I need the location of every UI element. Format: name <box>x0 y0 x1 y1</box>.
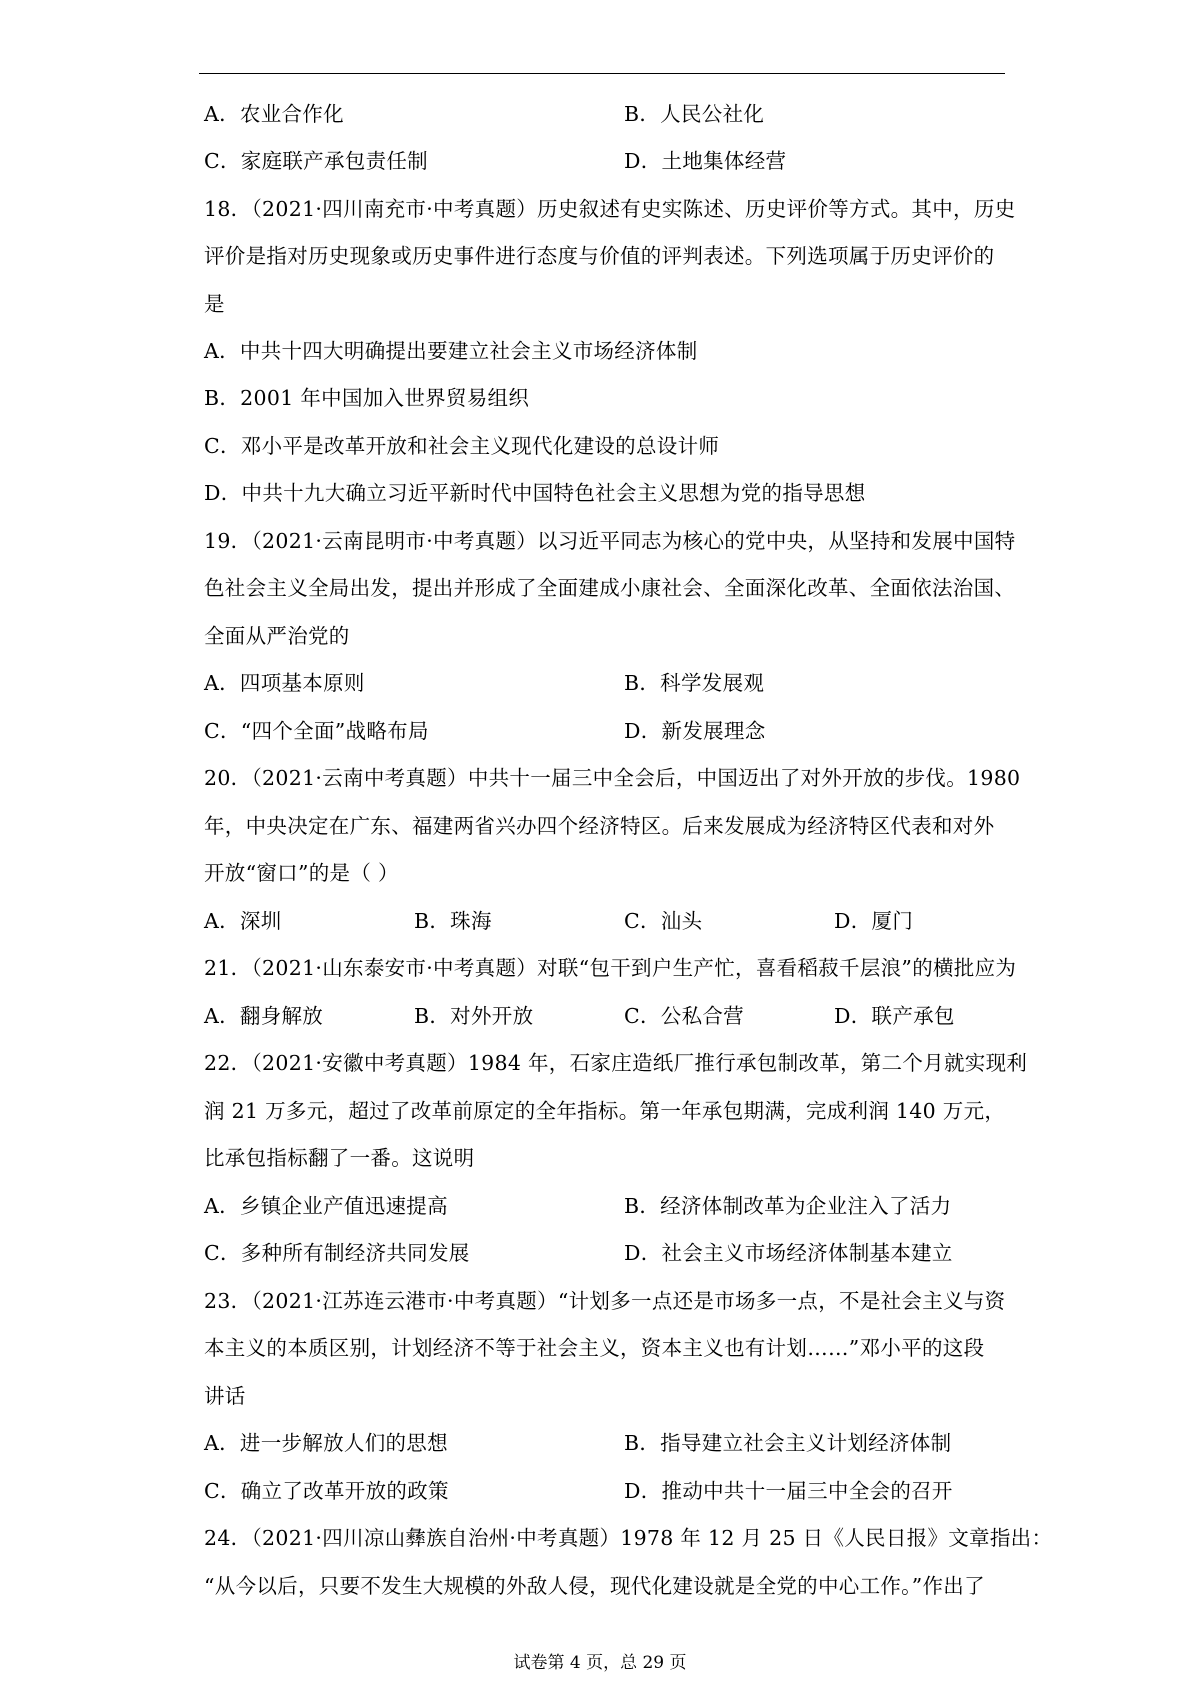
q23-options-row-2 <box>204 1475 1004 1507</box>
q19-stem-line-3: 全面从严治党的 <box>204 624 350 648</box>
q18-option-c[interactable]: C．邓小平是改革开放和社会主义现代化建设的总设计师 <box>204 434 720 458</box>
q18-option-b[interactable]: B．2001 年中国加入世界贸易组织 <box>204 386 530 410</box>
q23-stem-line-1: 23．（2021·江苏连云港市·中考真题）“计划多一点还是市场多一点，不是社会主义与资 <box>204 1289 1006 1313</box>
q21-options-row <box>204 1000 1004 1032</box>
q20-stem-line-2: 年，中央决定在广东、福建两省兴办四个经济特区。后来发展成为经济特区代表和对外 <box>204 814 995 838</box>
q21-option-a[interactable]: A．翻身解放 <box>204 1004 324 1028</box>
q20-stem-line-3: 开放“窗口”的是（ ） <box>204 861 399 885</box>
q20-option-a[interactable]: A．深圳 <box>204 909 282 933</box>
q18-stem-line-2: 评价是指对历史现象或历史事件进行态度与价值的评判表述。下列选项属于历史评价的 <box>204 244 995 268</box>
q17-options-row-1 <box>204 98 1004 130</box>
header-rule <box>199 73 1005 74</box>
q21-option-c[interactable]: C．公私合营 <box>624 1004 744 1028</box>
q19-stem-line-1: 19．（2021·云南昆明市·中考真题）以习近平同志为核心的党中央，从坚持和发展中国特 <box>204 529 1016 553</box>
q20-option-b[interactable]: B．珠海 <box>414 909 492 933</box>
q23-option-d[interactable]: D．推动中共十一届三中全会的召开 <box>624 1479 953 1503</box>
q21-option-d[interactable]: D．联产承包 <box>834 1004 955 1028</box>
q23-stem-line-3: 讲话 <box>204 1384 246 1408</box>
q22-option-c[interactable]: C．多种所有制经济共同发展 <box>204 1241 470 1265</box>
q19-options-row-2 <box>204 715 1004 747</box>
q20-stem-line-1: 20．（2021·云南中考真题）中共十一届三中全会后，中国迈出了对外开放的步伐。1980 <box>204 766 1021 790</box>
q20-option-d[interactable]: D．厦门 <box>834 909 914 933</box>
q24-stem-line-2: “从今以后，只要不发生大规模的外敌人侵，现代化建设就是全党的中心工作。”作出了 <box>204 1574 985 1598</box>
q24-stem-line-1: 24．（2021·四川凉山彝族自治州·中考真题）1978 年 12 月 25 日《人民日报》文章指出： <box>204 1526 1053 1550</box>
q23-option-c[interactable]: C．确立了改革开放的政策 <box>204 1479 449 1503</box>
q18-option-d[interactable]: D．中共十九大确立习近平新时代中国特色社会主义思想为党的指导思想 <box>204 481 866 505</box>
q23-options-row-1 <box>204 1427 1004 1459</box>
q22-stem-line-3: 比承包指标翻了一番。这说明 <box>204 1146 475 1170</box>
q19-option-c[interactable]: C．“四个全面”战略布局 <box>204 719 429 743</box>
q21-stem-line-1: 21．（2021·山东泰安市·中考真题）对联“包干到户生产忙，喜看稻菽千层浪”的横批应为 <box>204 956 1017 980</box>
q19-stem-line-2: 色社会主义全局出发，提出并形成了全面建成小康社会、全面深化改革、全面依法治国、 <box>204 576 1016 600</box>
q20-option-c[interactable]: C．汕头 <box>624 909 703 933</box>
q22-stem-line-2: 润 21 万多元，超过了改革前原定的全年指标。第一年承包期满，完成利润 140 万元， <box>204 1099 1006 1123</box>
q23-stem-line-2: 本主义的本质区别，计划经济不等于社会主义，资本主义也有计划……”邓小平的这段 <box>204 1336 985 1360</box>
q17-option-d[interactable]: D．土地集体经营 <box>624 149 787 173</box>
q18-stem-line-1: 18．（2021·四川南充市·中考真题）历史叙述有史实陈述、历史评价等方式。其中，历史 <box>204 197 1016 221</box>
q23-option-a[interactable]: A．进一步解放人们的思想 <box>204 1431 448 1455</box>
q18-option-a[interactable]: A．中共十四大明确提出要建立社会主义市场经济体制 <box>204 339 698 363</box>
q19-option-d[interactable]: D．新发展理念 <box>624 719 766 743</box>
page-footer: 试卷第 4 页，总 29 页 <box>513 1653 687 1673</box>
q18-stem-line-3: 是 <box>204 292 225 316</box>
q19-option-a[interactable]: A．四项基本原则 <box>204 671 365 695</box>
q17-option-a[interactable]: A．农业合作化 <box>204 102 344 126</box>
q22-option-d[interactable]: D．社会主义市场经济体制基本建立 <box>624 1241 953 1265</box>
q19-option-b[interactable]: B．科学发展观 <box>624 671 765 695</box>
q20-options-row <box>204 905 1004 937</box>
q22-options-row-2 <box>204 1237 1004 1269</box>
q22-stem-line-1: 22．（2021·安徽中考真题）1984 年，石家庄造纸厂推行承包制改革，第二个月就实现利 <box>204 1051 1028 1075</box>
q23-option-b[interactable]: B．指导建立社会主义计划经济体制 <box>624 1431 952 1455</box>
q21-option-b[interactable]: B．对外开放 <box>414 1004 534 1028</box>
q22-options-row-1 <box>204 1190 1004 1222</box>
q19-options-row-1 <box>204 667 1004 699</box>
q17-option-c[interactable]: C．家庭联产承包责任制 <box>204 149 428 173</box>
q22-option-b[interactable]: B．经济体制改革为企业注入了活力 <box>624 1194 952 1218</box>
q17-options-row-2 <box>204 145 1004 177</box>
q17-option-b[interactable]: B．人民公社化 <box>624 102 765 126</box>
q22-option-a[interactable]: A．乡镇企业产值迅速提高 <box>204 1194 448 1218</box>
